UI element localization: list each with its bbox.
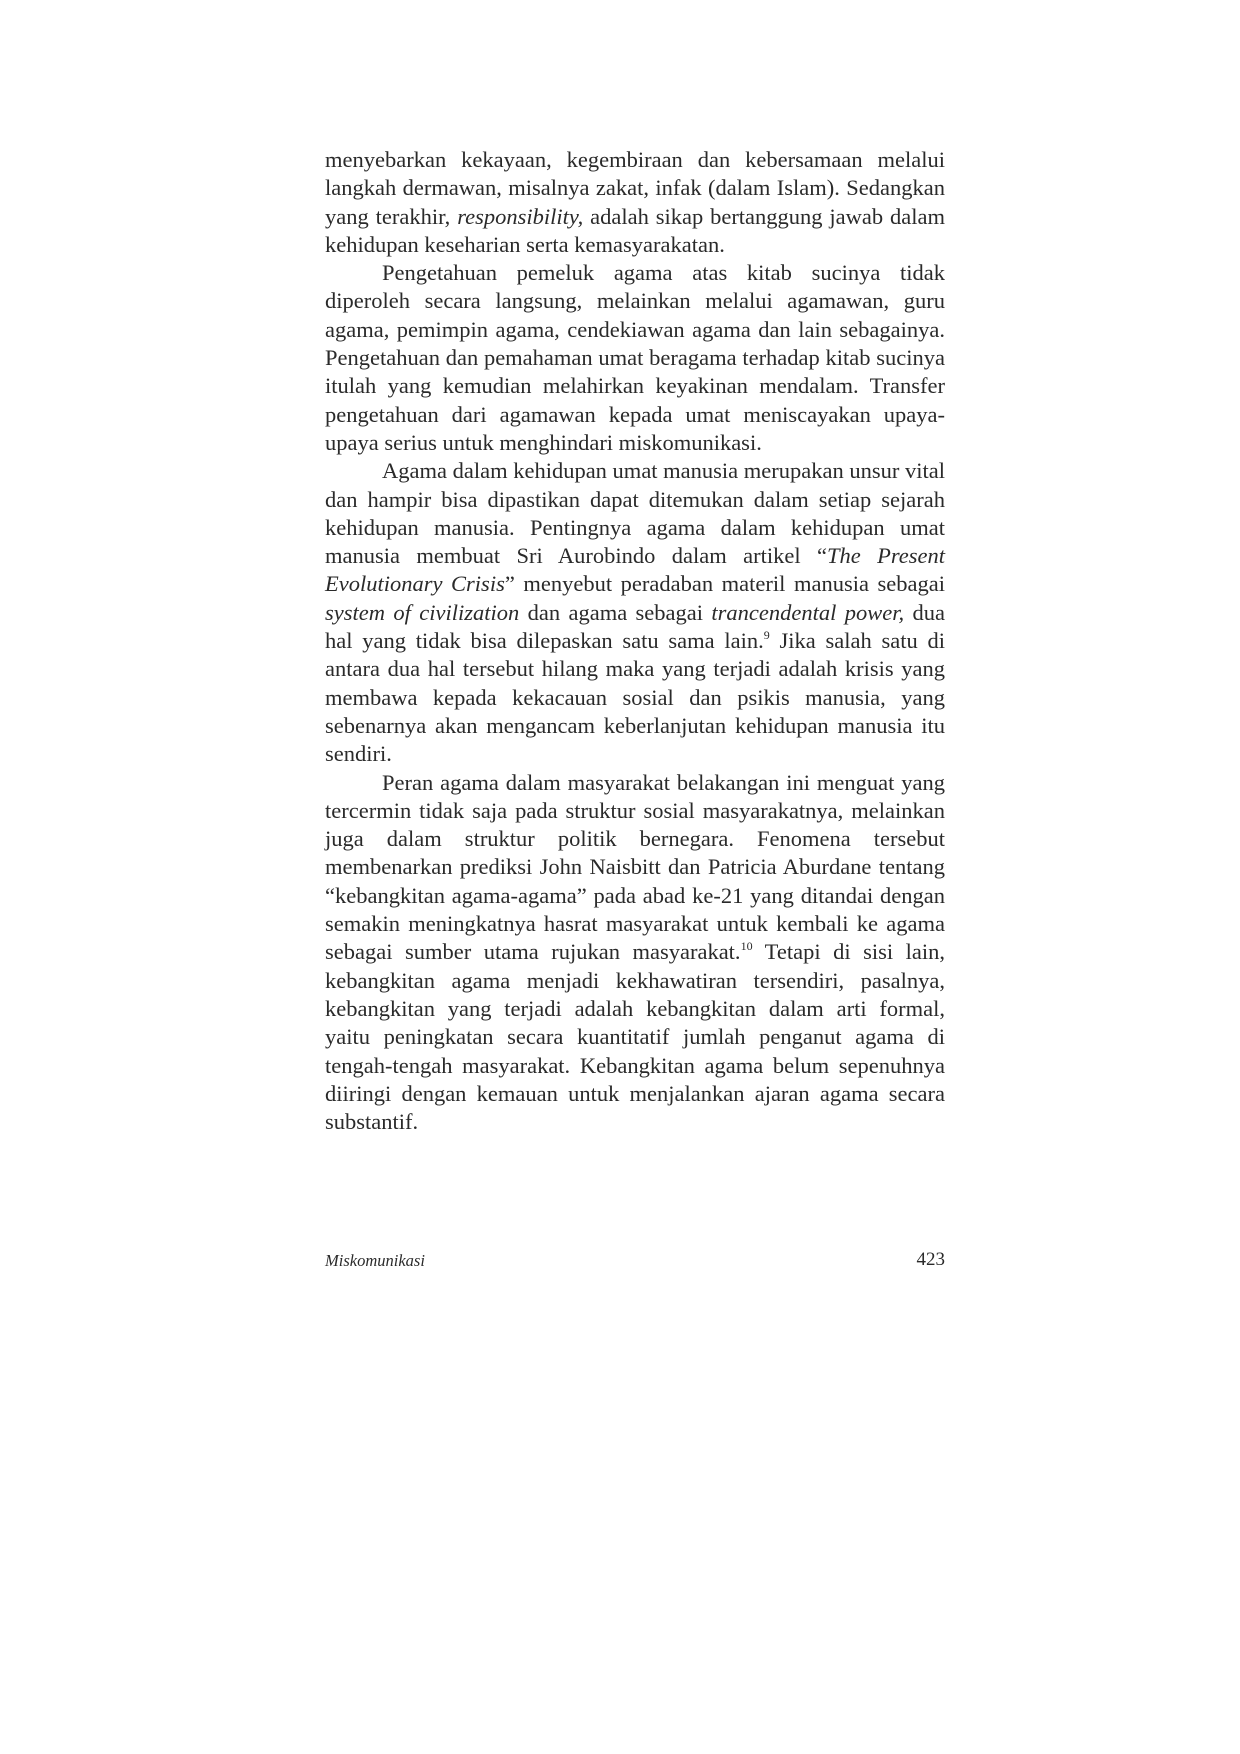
italic-term: trancendental power, [711, 599, 905, 625]
paragraph [325, 146, 945, 259]
body-text [325, 146, 945, 1136]
paragraph [325, 457, 945, 768]
page-footer [325, 1249, 945, 1277]
italic-term: system of civilization [325, 599, 520, 625]
italic-term: The Present Evolutionary Crisis [325, 543, 945, 597]
running-title: Miskomunikasi [325, 1251, 425, 1270]
text-run: Peran agama dalam masyarakat belakangan ini menguat yang tercermin tidak saja pada struktur sosial masyarakatnya, melainkan juga dalam struktur politik bernegara. Fenomena tersebut membenarkan prediksi John Naisbitt dan Patricia Aburdane tentang “kebangkitan agama-agama” pada abad ke-21 yang ditandai dengan semakin meningkatnya hasrat masyarakat untuk kembali ke agama sebagai sumber utama rujukan masyarakat. [325, 769, 945, 965]
text-run: ” menyebut peradaban materil manusia sebagai [504, 571, 945, 597]
text-run: dua hal yang tidak bisa dilepaskan satu sama lain. [325, 599, 946, 654]
text-run: Pengetahuan pemeluk agama atas kitab sucinya tidak diperoleh secara langsung, melainkan melalui agamawan, guru agama, pemimpin agama, cendekiawan agama dan lain sebagainya. Pengetahuan dan pemahaman umat beragama terhadap kitab sucinya itulah yang kemudian melahirkan keyakinan mendalam. Transfer pengetahuan dari agamawan kepada umat meniscayakan upaya-upaya serius untuk menghindari miskomunikasi. [325, 260, 945, 455]
text-run: Jika salah satu di antara dua hal tersebut hilang maka yang terjadi adalah krisis yang membawa kepada kekacauan sosial dan psikis manusia, yang sebenarnya akan mengancam keberlanjutan kehidupan manusia itu sendiri. [325, 628, 945, 767]
text-run: menyebarkan kekayaan, kegembiraan dan kebersamaan melalui langkah dermawan, misalnya zakat, infak (dalam Islam). Sedangkan yang terakhir, [325, 147, 945, 229]
paragraph [325, 259, 945, 457]
footnote-reference: 9 [763, 628, 770, 643]
text-run: Agama dalam kehidupan umat manusia merupakan unsur vital dan hampir bisa dipastikan dapat ditemukan dalam setiap sejarah kehidupan manusia. Pentingnya agama dalam kehidupan umat manusia membuat Sri Aurobindo dalam artikel “ [325, 458, 945, 569]
italic-term: responsibility, [457, 203, 584, 229]
paragraph [325, 769, 945, 1137]
text-run: adalah sikap bertanggung jawab dalam kehidupan keseharian serta kemasyarakatan. [325, 203, 946, 257]
footnote-reference: 10 [740, 939, 753, 954]
text-run: dan agama sebagai [519, 599, 712, 625]
text-run: Tetapi di sisi lain, kebangkitan agama menjadi kekhawatiran tersendiri, pasalnya, kebangkitan yang terjadi adalah kebangkitan dalam arti formal, yaitu peningkatan secara kuantitatif jumlah penganut agama di tengah-tengah masyarakat. Kebangkitan agama belum sepenuhnya diiringi dengan kemauan untuk menjalankan ajaran agama secara substantif. [325, 939, 946, 1135]
page-number: 423 [916, 1249, 945, 1270]
